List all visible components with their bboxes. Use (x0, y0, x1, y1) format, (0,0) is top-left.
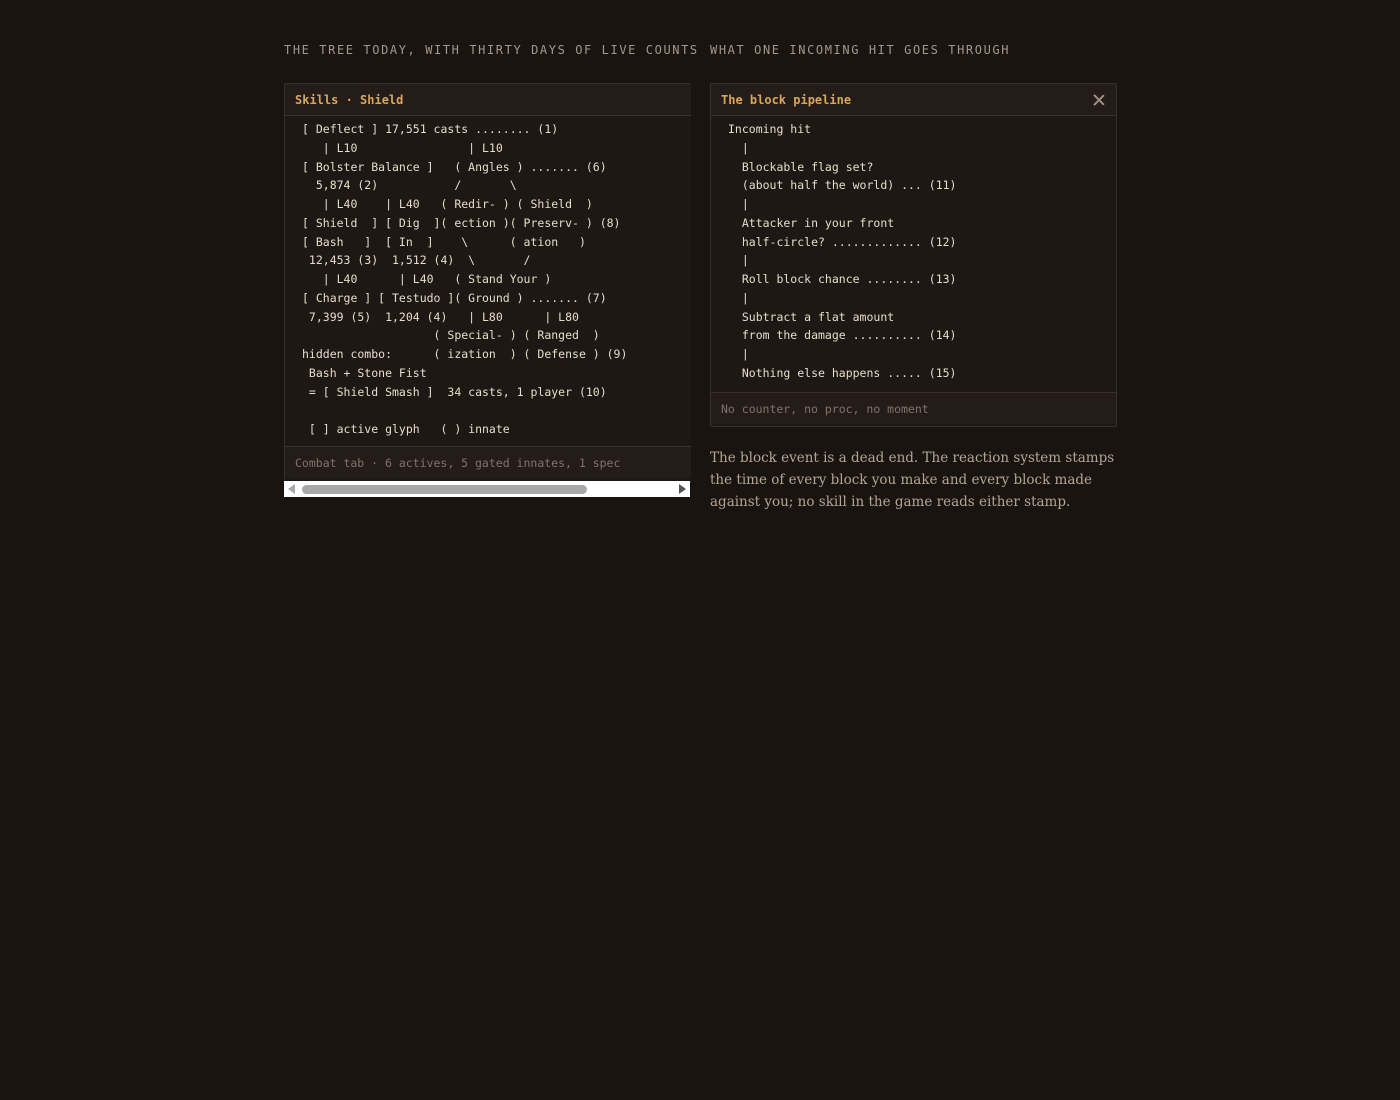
scroll-left-arrow-icon[interactable] (288, 484, 295, 494)
tree-line: | L40 | L40 ( Redir- ) ( Shield ) (302, 197, 593, 211)
tree-horizontal-scrollbar[interactable] (284, 481, 690, 497)
pipeline-line: | (728, 140, 749, 155)
scrollbar-thumb[interactable] (302, 485, 587, 494)
pipeline-heading: WHAT ONE INCOMING HIT GOES THROUGH (710, 43, 1011, 57)
tree-line: | L10 | L10 (302, 140, 503, 155)
scroll-right-arrow-icon[interactable] (679, 484, 686, 494)
pipeline-line: Blockable flag set? (728, 159, 874, 174)
tree-line: 7,399 (5) 1,204 (4) | L80 | L80 (302, 309, 579, 324)
skills-tree-title: Skills · Shield (295, 92, 404, 107)
pipeline-line: | (728, 290, 749, 305)
tree-line: 5,874 (2) / \ (302, 178, 517, 193)
tree-line: [ ] active glyph ( ) innate (302, 422, 510, 436)
tree-line: ( Special- ) ( Ranged ) (302, 328, 600, 343)
pipeline-line: from the damage .......... (14) (728, 328, 957, 343)
pipeline-line: Roll block chance ........ (13) (728, 272, 957, 286)
block-pipeline-panel (710, 83, 1117, 427)
pipeline-line: Attacker in your front (728, 215, 895, 230)
pipeline-line: | (728, 253, 749, 268)
skills-tree-panel (284, 83, 691, 483)
tree-line (302, 401, 691, 420)
tree-line: hidden combo: ( ization ) ( Defense ) (9) (302, 347, 628, 361)
block-pipeline-title: The block pipeline (721, 92, 852, 107)
pipeline-line: Nothing else happens ..... (15) (728, 365, 957, 380)
tree-line: [ Bash ] [ In ] \ ( ation ) (302, 234, 586, 249)
block-event-note: The block event is a dead end. The reaction system stamps the time of every block you make and every block made against you; no skill in the game reads either stamp. (710, 450, 1115, 510)
block-pipeline-diagram (711, 116, 1116, 392)
pipeline-line: Incoming hit (728, 122, 812, 136)
tree-line: = [ Shield Smash ] 34 casts, 1 player (10) (302, 384, 607, 399)
skills-tree-diagram (285, 116, 691, 446)
tree-line: 12,453 (3) 1,512 (4) \ / (302, 253, 531, 268)
tree-line: [ Bolster Balance ] ( Angles ) ....... (6) (302, 159, 607, 174)
pipeline-line: (about half the world) ... (11) (728, 178, 957, 193)
pipeline-line: half-circle? ............. (12) (728, 234, 957, 249)
tree-heading: THE TREE TODAY, WITH THIRTY DAYS OF LIVE COUNTS (284, 43, 699, 57)
skills-tree-footer: Combat tab · 6 actives, 5 gated innates, 1 spec (285, 446, 691, 478)
tree-line: [ Deflect ] 17,551 casts ........ (1) (302, 122, 559, 136)
pipeline-line: | (728, 347, 749, 361)
tree-line: Bash + Stone Fist (302, 365, 427, 380)
tree-line: [ Charge ] [ Testudo ]( Ground ) ....... (7) (302, 290, 607, 305)
block-pipeline-footer: No counter, no proc, no moment (711, 392, 1116, 424)
pipeline-line: Subtract a flat amount (728, 309, 895, 324)
close-icon[interactable] (1092, 93, 1106, 107)
tree-line: | L40 | L40 ( Stand Your ) (302, 272, 552, 286)
pipeline-line: | (728, 197, 749, 211)
skills-tree-panel-header (285, 84, 691, 116)
block-pipeline-panel-header (711, 84, 1116, 116)
tree-line: [ Shield ] [ Dig ]( ection )( Preserv- ) (8) (302, 215, 621, 230)
